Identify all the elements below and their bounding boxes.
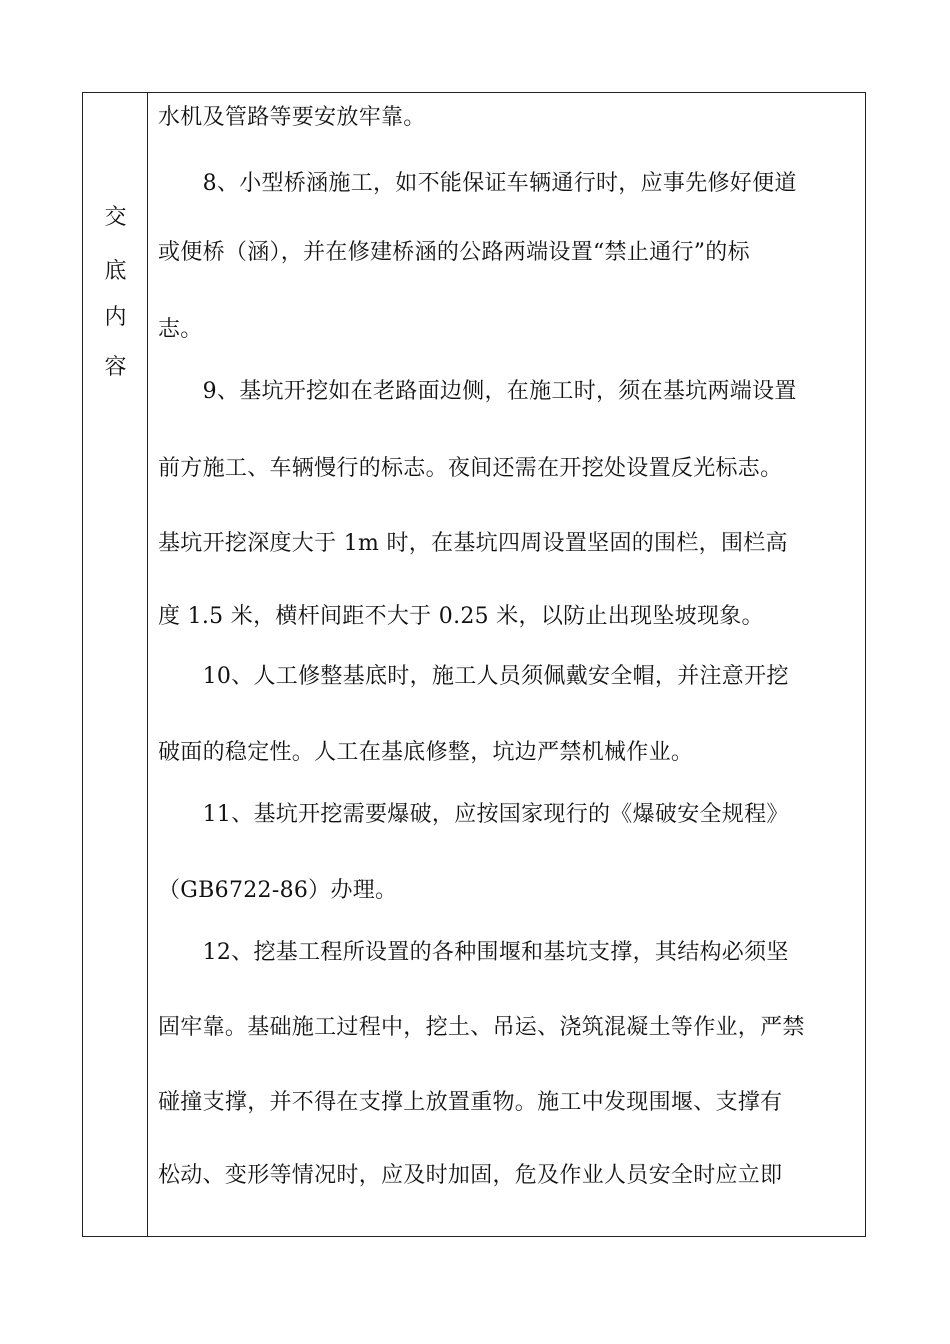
content-line: 度 1.5 米，横杆间距不大于 0.25 米，以防止出现坠坡现象。 — [158, 604, 764, 629]
label-char-4: 容 — [104, 355, 127, 380]
content-line: 水机及管路等要安放牢靠。 — [158, 105, 426, 130]
content-line: 固牢靠。基础施工过程中，挖土、吊运、浇筑混凝土等作业，严禁 — [158, 1015, 805, 1040]
content-column — [149, 93, 865, 1236]
content-line: 11、基坑开挖需要爆破，应按国家现行的《爆破安全规程》 — [158, 802, 789, 827]
label-char-2: 底 — [104, 259, 127, 284]
content-line: 12、挖基工程所设置的各种围堰和基坑支撑，其结构必须坚 — [158, 940, 789, 965]
label-column — [83, 93, 148, 1236]
content-line: 前方施工、车辆慢行的标志。夜间还需在开挖处设置反光标志。 — [158, 456, 783, 481]
content-line: 碰撞支撑，并不得在支撑上放置重物。施工中发现围堰、支撑有 — [158, 1090, 783, 1115]
content-line: （GB6722-86）办理。 — [158, 878, 398, 903]
content-line: 或便桥（涵），并在修建桥涵的公路两端设置“禁止通行”的标 — [158, 240, 750, 265]
label-char-1: 交 — [104, 205, 127, 230]
disclosure-table — [82, 92, 866, 1237]
content-line: 10、人工修整基底时，施工人员须佩戴安全帽，并注意开挖 — [158, 664, 789, 689]
content-line: 志。 — [158, 317, 203, 342]
content-line: 9、基坑开挖如在老路面边侧，在施工时，须在基坑两端设置 — [158, 379, 797, 404]
label-char-3: 内 — [104, 305, 127, 330]
content-line: 松动、变形等情况时，应及时加固，危及作业人员安全时应立即 — [158, 1163, 783, 1188]
content-line: 基坑开挖深度大于 1m 时，在基坑四周设置坚固的围栏，围栏高 — [158, 531, 788, 556]
content-line: 破面的稳定性。人工在基底修整，坑边严禁机械作业。 — [158, 740, 694, 765]
content-line: 8、小型桥涵施工，如不能保证车辆通行时，应事先修好便道 — [158, 171, 797, 196]
